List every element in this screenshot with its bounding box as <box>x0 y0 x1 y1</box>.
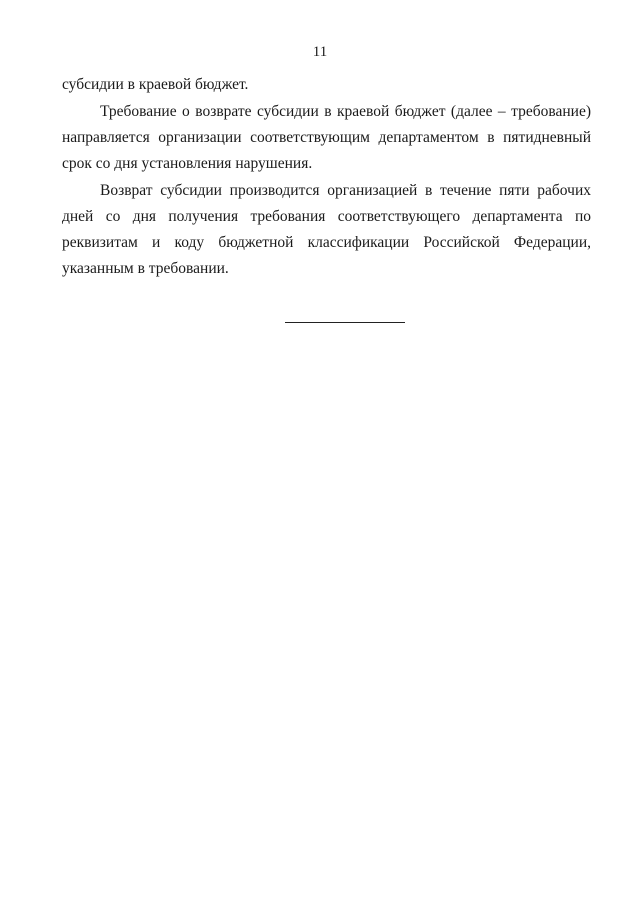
paragraph-3-line-2: дней со дня получения требования соответствующего департамента по <box>62 208 591 225</box>
paragraph-3-line-1: Возврат субсидии производится организацией в течение пяти рабочих <box>100 182 591 199</box>
end-separator-line <box>285 322 405 323</box>
paragraph-3-line-3: реквизитам и коду бюджетной классификации Российской Федерации, <box>62 234 591 251</box>
paragraph-2-line-3: срок со дня установления нарушения. <box>62 155 313 172</box>
paragraph-1-line-1: субсидии в краевой бюджет. <box>62 76 249 93</box>
paragraph-2-line-2: направляется организации соответствующим департаментом в пятидневный <box>62 129 591 146</box>
paragraph-2-line-1: Требование о возврате субсидии в краевой бюджет (далее – требование) <box>100 103 591 120</box>
page-number: 11 <box>312 44 328 60</box>
paragraph-3-line-4: указанным в требовании. <box>62 260 229 277</box>
